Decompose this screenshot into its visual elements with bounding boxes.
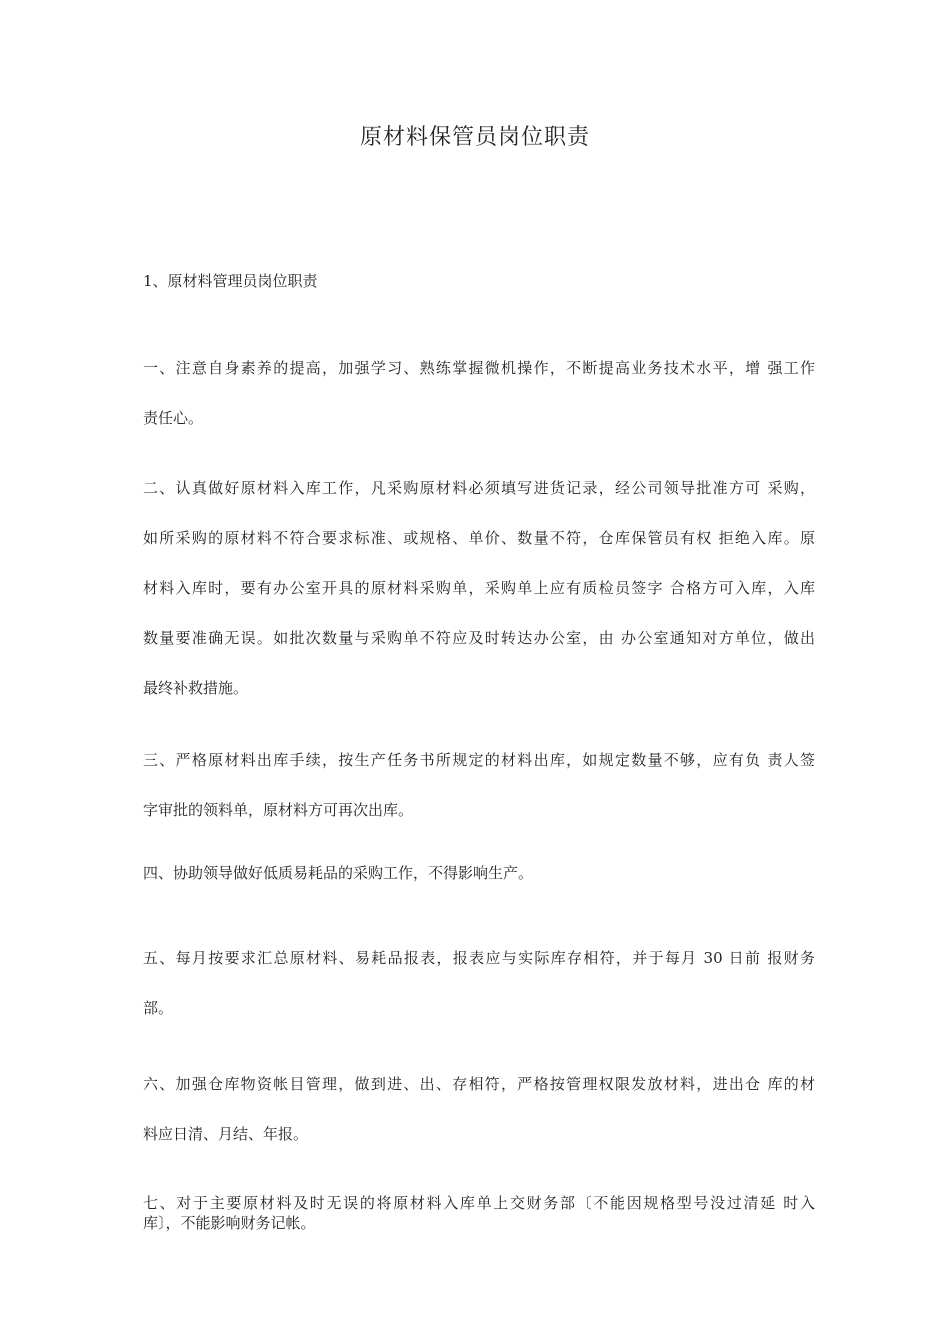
paragraph-line: 三、严格原材料出库手续，按生产任务书所规定的材料出库，如规定数量不够，应有负 责人签 <box>143 751 815 769</box>
paragraph-4 <box>143 858 815 888</box>
paragraph-line: 五、每月按要求汇总原材料、易耗品报表，报表应与实际库存相符，并于每月 30 日前 报财务 <box>143 949 815 967</box>
paragraph-line: 库〕，不能影响财务记帐。 <box>143 1214 316 1232</box>
paragraph-line: 一、注意自身素养的提高，加强学习、熟练掌握微机操作，不断提高业务技术水平，增 强工作 <box>143 359 815 377</box>
paragraph-line: 材料入库时，要有办公室开具的原材料采购单，采购单上应有质检员签字 合格方可入库，入库 <box>143 579 815 597</box>
paragraph-line: 责任心。 <box>143 409 204 427</box>
paragraph-line: 七、对于主要原材料及时无误的将原材料入库单上交财务部〔不能因规格型号没过清延 时入 <box>143 1194 815 1212</box>
paragraph-line: 字审批的领料单，原材料方可再次出库。 <box>143 801 414 819</box>
paragraph-2 <box>143 463 815 713</box>
section-heading: 1、原材料管理员岗位职责 <box>143 272 318 290</box>
paragraph-3 <box>143 735 815 835</box>
paragraph-6 <box>143 1059 815 1159</box>
paragraph-line: 如所采购的原材料不符合要求标准、或规格、单价、数量不符，仓库保管员有权 拒绝入库。原 <box>143 529 815 547</box>
paragraph-line: 数量要准确无误。如批次数量与采购单不符应及时转达办公室，由 办公室通知对方单位，做出 <box>143 629 815 647</box>
paragraph-line: 四、协助领导做好低质易耗品的采购工作，不得影响生产。 <box>143 864 534 882</box>
paragraph-line: 二、认真做好原材料入库工作，凡采购原材料必须填写进货记录，经公司领导批准方可 采购， <box>143 479 815 497</box>
paragraph-5 <box>143 933 815 1033</box>
document-title: 原材料保管员岗位职责 <box>359 125 590 150</box>
paragraph-line: 部。 <box>143 999 174 1017</box>
paragraph-line: 六、加强仓库物资帐目管理，做到进、出、存相符，严格按管理权限发放材料，进出仓 库的材 <box>143 1075 815 1093</box>
paragraph-line: 最终补救措施。 <box>143 679 249 697</box>
paragraph-7 <box>143 1193 815 1233</box>
paragraph-line: 料应日清、月结、年报。 <box>143 1125 309 1143</box>
paragraph-1 <box>143 343 815 443</box>
